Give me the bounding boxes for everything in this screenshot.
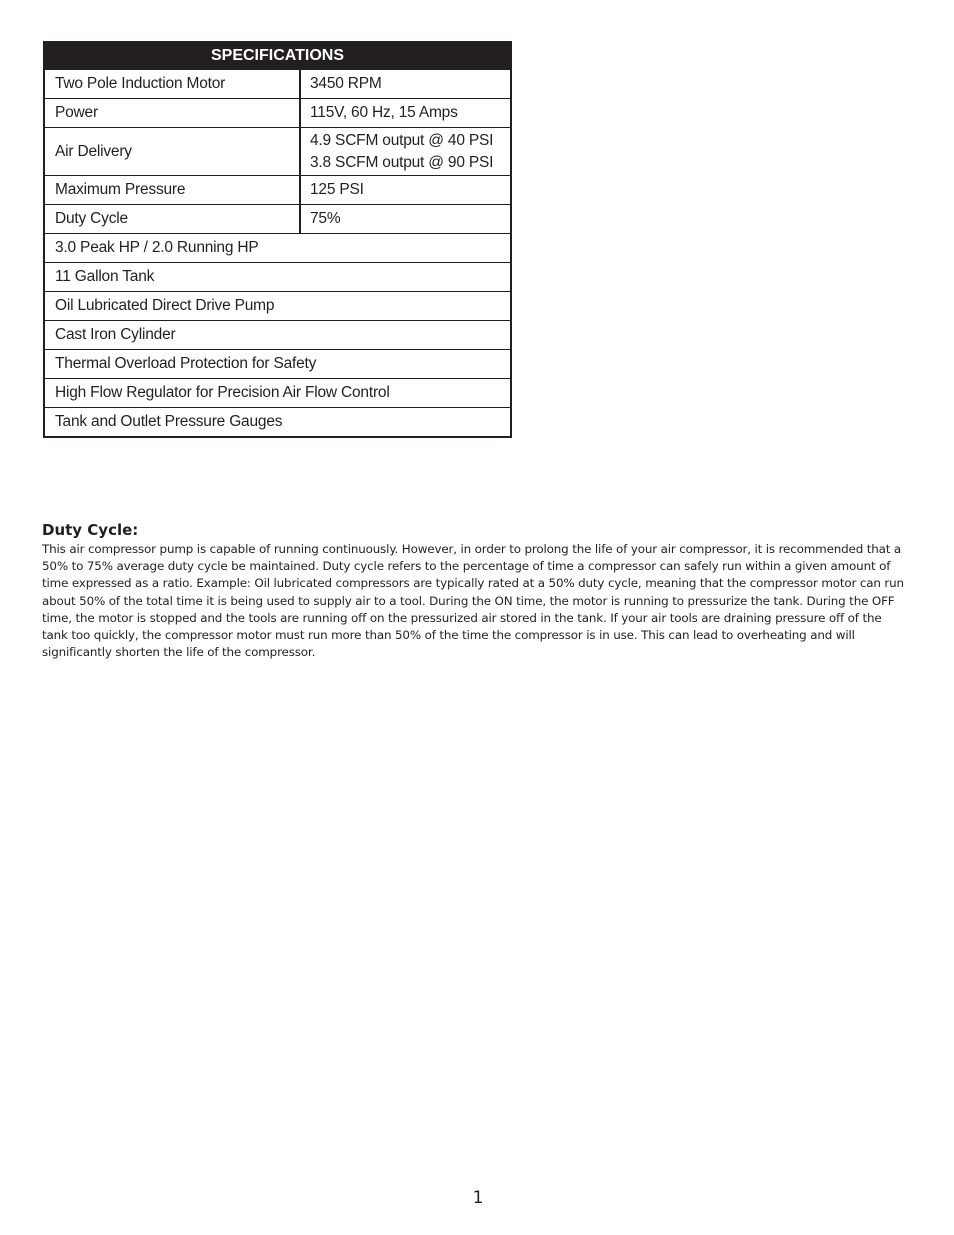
duty-cycle-paragraph: This air compressor pump is capable of running continuously. However, in order to prolong the life of your air compressor, it is recommended that a 50% to 75% average duty cycle be maintained. Duty cycle refers to the percentage of time a compressor can safely run within a given amount of time expressed as a ratio. Example: Oil lubricated compressors are typically rated at a 50% duty cycle, meaning that the compressor motor can run about 50% of the total time it is being used to supply air to a tool. During the ON time, the motor is running to pressurize the tank. During the OFF time, the motor is stopped and the tools are running off on the pressurized air stored in the tank. If your air tools are draining pressure off of the tank too quickly, the compressor motor must run more than 50% of the time the compressor is in use. This can lead to overheating and will significantly shorten the life of the compressor. [42,542,904,660]
feature-row [44,408,511,438]
page-number: 1 [472,1188,484,1208]
feature-item: 3.0 Peak HP / 2.0 Running HP [44,234,511,263]
spec-value [300,128,511,176]
specifications-header-row [44,42,511,69]
feature-item: High Flow Regulator for Precision Air Flow Control [44,379,511,408]
specifications-table [43,41,512,438]
spec-value: 115V, 60 Hz, 15 Amps [300,99,511,128]
specifications-title: SPECIFICATIONS [44,42,511,69]
feature-item: Tank and Outlet Pressure Gauges [44,408,511,438]
feature-row [44,263,511,292]
feature-row [44,379,511,408]
feature-item: Thermal Overload Protection for Safety [44,350,511,379]
spec-value: 125 PSI [300,176,511,205]
spec-row [44,128,511,176]
spec-row [44,99,511,128]
spec-value-line: 3.8 SCFM output @ 90 PSI [310,153,494,171]
duty-cycle-heading: Duty Cycle: [42,521,139,539]
spec-label: Two Pole Induction Motor [44,69,300,99]
feature-row [44,321,511,350]
feature-row [44,292,511,321]
feature-item: Cast Iron Cylinder [44,321,511,350]
spec-label: Duty Cycle [44,205,300,234]
spec-row [44,205,511,234]
spec-row [44,176,511,205]
spec-label: Air Delivery [44,128,300,176]
feature-row [44,350,511,379]
spec-value: 3450 RPM [300,69,511,99]
spec-value: 75% [300,205,511,234]
feature-item: 11 Gallon Tank [44,263,511,292]
spec-label: Maximum Pressure [44,176,300,205]
spec-value-line: 4.9 SCFM output @ 40 PSI [310,131,494,149]
feature-item: Oil Lubricated Direct Drive Pump [44,292,511,321]
spec-label: Power [44,99,300,128]
spec-row [44,69,511,99]
feature-row [44,234,511,263]
